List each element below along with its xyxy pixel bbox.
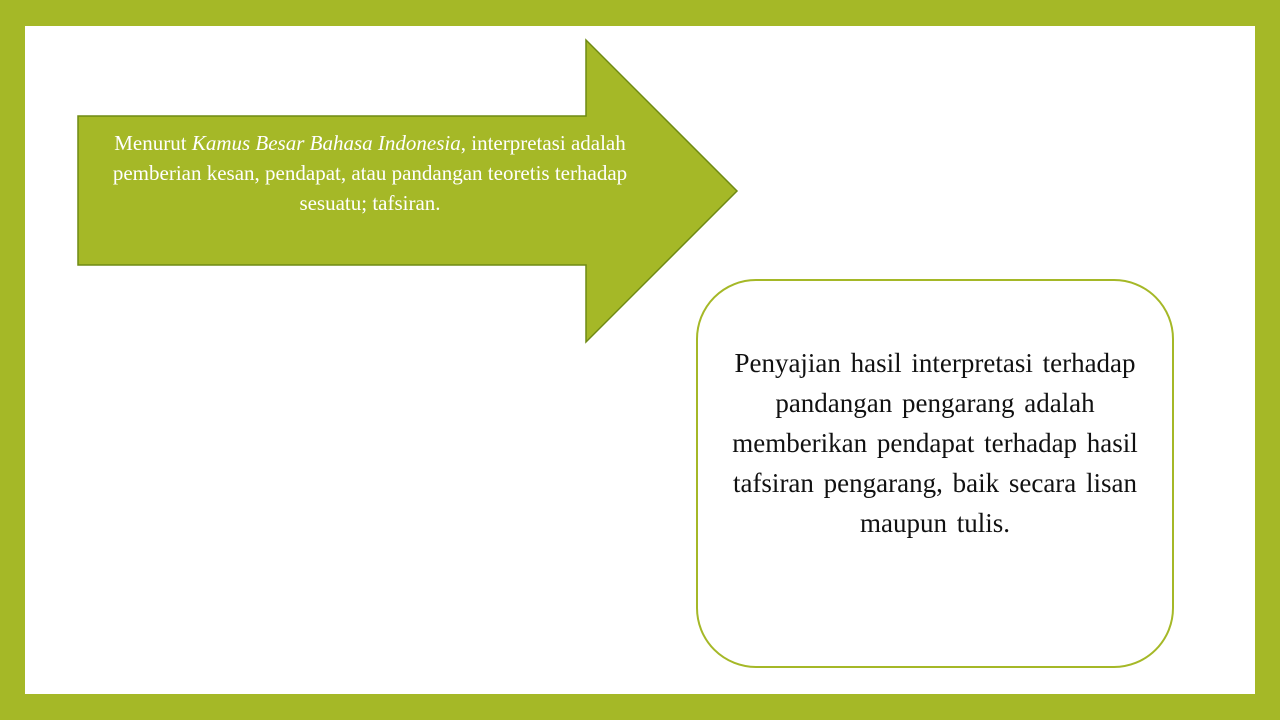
rounded-text-box [696,279,1174,668]
arrow-text-prefix: Menurut [114,131,192,155]
arrow-definition-text [85,128,655,218]
slide [25,26,1255,694]
arrow-text-italic-title: Kamus Besar Bahasa Indonesia [191,131,461,155]
arrow-text-suffix: , interpretasi adalah pemberian kesan, pendapat, atau pandangan teoretis terhadap sesuatu; tafsiran. [112,131,628,215]
box-paragraph: Penyajian hasil interpretasi terhadap pandangan pengarang adalah memberikan pendapat terhadap hasil tafsiran pengarang, baik secara lisan maupun tulis. [732,348,1138,538]
